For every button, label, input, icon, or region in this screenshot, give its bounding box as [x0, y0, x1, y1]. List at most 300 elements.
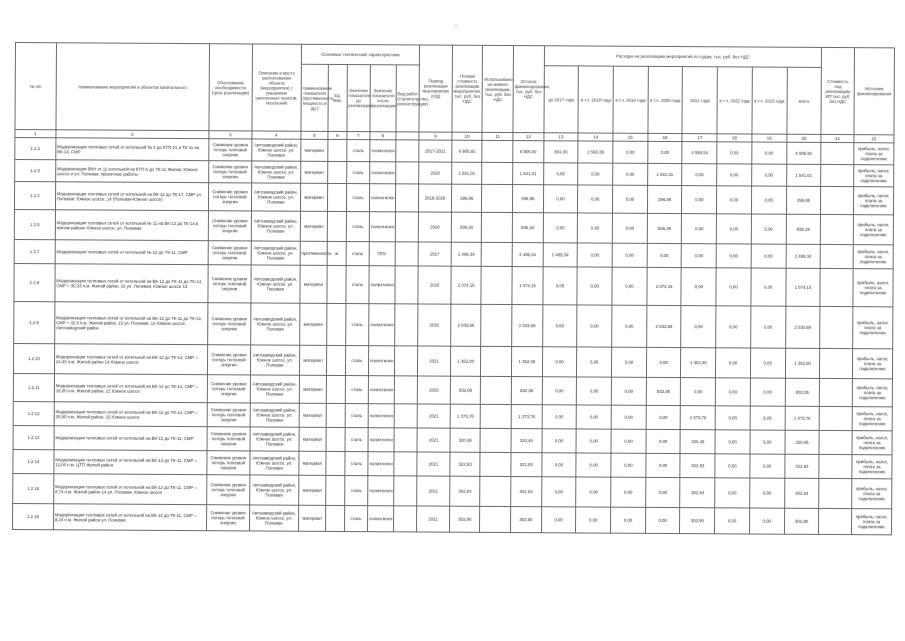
- row-y2017: 0,00: [542, 453, 577, 477]
- row-sum: 302,94: [784, 478, 819, 508]
- row-work-type: [394, 428, 418, 452]
- row-before: сталь: [345, 346, 369, 376]
- row-remaining: 322,93: [511, 453, 542, 477]
- col-number: 11: [482, 132, 513, 140]
- row-after: полиэтилен: [368, 428, 394, 452]
- row-y2020: 1 074,15: [647, 267, 682, 305]
- row-y2020: 0,00: [645, 507, 680, 533]
- row-after: полиэтилен: [370, 140, 396, 162]
- row-after: полиэтилен: [369, 304, 395, 346]
- row-y2021: 302,90: [680, 508, 715, 534]
- row-y2018: 0,00: [576, 507, 611, 533]
- row-y2021: 0,00: [681, 306, 716, 348]
- row-y2023: 0,00: [750, 430, 785, 454]
- row-repay: [821, 164, 854, 186]
- row-param: протяженность: [300, 241, 328, 265]
- row-unit: [326, 427, 345, 451]
- row-y2017: 0,00: [542, 377, 577, 405]
- row-unit: [328, 139, 346, 161]
- row-y2022: 0,00: [715, 378, 750, 406]
- row-y2021: 0,00: [682, 244, 717, 268]
- row-purpose: Снижение уровня потерь тепловой энергии: [207, 403, 250, 427]
- row-object-name: Модернизация тепловых сетей от котельной на ВК-12 до ТК-11, СМР = 12,00 п.м. ЦТП Жилой район: [54, 450, 207, 475]
- row-y2019: 0,00: [611, 377, 646, 405]
- header-tech-sub: Наименование показателя (протяженность, мощность и др.): [301, 64, 329, 131]
- row-repay: [820, 306, 853, 348]
- row-work-type: [394, 404, 418, 428]
- row-source: прибыль, налог, плата за подключение: [852, 379, 892, 407]
- row-repay: [820, 348, 853, 378]
- row-location: Автозаводский район, Южное шоссе, ул. Полевая: [250, 403, 299, 427]
- row-y2018: 0,00: [576, 429, 611, 453]
- row-y2022: 0,00: [716, 306, 751, 348]
- row-purpose: Снижение уровня потерь тепловой энергии: [207, 345, 250, 375]
- row-period: 2020: [418, 266, 451, 304]
- investment-table-sheet: [11, 42, 895, 641]
- row-y2019: 0,00: [612, 305, 647, 347]
- row-y2022: 0,00: [717, 164, 752, 186]
- col-number: 10: [452, 132, 483, 140]
- row-sum: 320,46: [785, 430, 820, 454]
- row-y2021: 0,00: [681, 268, 716, 306]
- row-spent: [481, 304, 512, 346]
- row-location: Автозаводский район, Южное шоссе, ул. Полевая: [249, 475, 298, 505]
- row-remaining: 2 033,68: [512, 305, 543, 347]
- row-y2023: 0,00: [750, 406, 785, 430]
- row-param: материал: [299, 375, 327, 403]
- row-y2021: 0,00: [681, 378, 716, 406]
- row-y2022: 0,00: [716, 268, 751, 306]
- col-number: 6: [328, 131, 346, 139]
- row-total-cost: 320,46: [450, 428, 481, 452]
- row-y2019: 0,00: [611, 429, 646, 453]
- row-location: Автозаводский район, Южное шоссе, ул. Полевая: [250, 303, 299, 345]
- row-y2017: 0,00: [543, 267, 578, 305]
- header-year: в т.ч. 2022 года: [717, 67, 752, 134]
- row-y2020: 0,00: [647, 243, 682, 267]
- header-description: Описание и место расположения объекта (мероприятия) с указанием населенных пунктов, поселений: [252, 44, 302, 131]
- row-unit: [327, 303, 346, 345]
- row-object-name: Модернизация тепловых сетей от котельной № 11 на ВК-12 до ТК-14 в жилом районе Южное шоссе, ул. Полевая: [55, 210, 208, 241]
- row-source: прибыль, налог, плата за подключение: [853, 307, 893, 349]
- page-marker: -: [455, 23, 457, 29]
- row-before: сталь: [346, 184, 370, 212]
- row-spent: [481, 404, 512, 428]
- header-year: всего: [787, 67, 822, 134]
- header-remaining: Остаток финансирования, тыс. руб. без НДС: [513, 46, 544, 133]
- row-y2019: 0,00: [611, 477, 646, 507]
- row-y2017: 0,00: [543, 185, 578, 213]
- row-after: полиэтилен: [370, 162, 396, 184]
- row-total-cost: 302,94: [450, 476, 481, 506]
- row-work-type: [395, 184, 419, 212]
- row-number: 1.2.10: [13, 343, 54, 373]
- row-purpose: Снижение уровня потерь тепловой энергии: [209, 161, 252, 183]
- row-purpose: Снижение уровня потерь тепловой энергии: [209, 139, 252, 161]
- row-sum: 2 033,68: [785, 306, 820, 348]
- row-spent: [481, 346, 512, 376]
- header-tech-sub: Вид работ (строительство, реконструкция): [396, 65, 420, 132]
- col-number: 4: [252, 131, 301, 139]
- row-param: материал: [300, 161, 328, 183]
- col-number: 5: [301, 131, 329, 139]
- row-total-cost: 1 373,76: [450, 404, 481, 428]
- row-y2018: 2 560,38: [578, 141, 613, 163]
- row-remaining: 836,26: [512, 213, 543, 243]
- row-y2021: 1 373,76: [681, 406, 716, 430]
- row-object-name: Модернизация тепловых сетей от котельной на ВК-12 до ТК-11, СМР: [54, 426, 207, 451]
- row-source: прибыль, налог, плата за подключение: [854, 165, 894, 187]
- row-y2019: 0,00: [611, 507, 646, 533]
- row-before: сталь: [345, 376, 369, 404]
- row-y2023: 0,00: [751, 186, 786, 214]
- row-y2022: 0,00: [716, 348, 751, 378]
- row-y2021: 2 989,54: [682, 142, 717, 164]
- row-unit: [326, 475, 345, 505]
- row-total-cost: 302,90: [449, 506, 480, 532]
- header-object-name: Наименование мероприятий и объектов капитального: [56, 43, 210, 131]
- row-purpose: Снижение уровня потерь тепловой энергии: [208, 241, 251, 265]
- row-period: 2021: [417, 476, 450, 506]
- row-y2017: 0,00: [543, 213, 578, 243]
- col-number: 21: [821, 134, 854, 142]
- row-total-cost: 1 074,15: [451, 266, 482, 304]
- row-total-cost: 836,26: [451, 212, 482, 242]
- col-number: 8: [370, 132, 396, 140]
- investment-program-table: [12, 42, 895, 535]
- col-number: 22: [854, 135, 894, 143]
- header-year: в т.ч. 2019 года: [613, 66, 648, 133]
- row-after: полиэтилен: [368, 404, 394, 428]
- row-period: 2020: [418, 212, 451, 242]
- row-source: прибыль, налог, плата за подключение: [853, 187, 893, 215]
- row-period: 2021: [417, 452, 450, 476]
- row-object-name: Модернизация тепловых сетей от котельной № 12 до ТК-11, СМР: [55, 240, 208, 265]
- row-y2022: 0,00: [716, 214, 751, 244]
- row-y2020: 832,06: [646, 377, 681, 405]
- col-number: 3: [209, 131, 252, 139]
- row-purpose: Снижение уровня потерь тепловой энергии: [207, 451, 250, 475]
- header-by-years: Расходы на реализацию мероприятий по годам, тыс. руб. без НДС: [544, 46, 822, 68]
- row-location: Автозаводский район, Южное шоссе, ул. Полевая: [249, 505, 298, 531]
- row-param: материал: [298, 505, 326, 531]
- row-spent: [482, 162, 513, 184]
- row-number: 1.2.13: [13, 425, 54, 449]
- header-year: в т.ч. 2020 года: [648, 66, 683, 133]
- row-after: полиэтилен: [368, 476, 394, 506]
- row-param: материал: [299, 403, 327, 427]
- row-sum: 6 905,92: [786, 142, 821, 164]
- row-number: 1.2.7: [14, 239, 55, 263]
- header-repay: Стоимость под реализацию ИП тыс. руб. без НДС: [821, 47, 854, 134]
- row-remaining: 320,46: [511, 429, 542, 453]
- row-y2022: 0,00: [717, 186, 752, 214]
- row-number: 1.2.8: [14, 263, 55, 301]
- row-remaining: 1 074,15: [512, 267, 543, 305]
- row-period: 2021: [417, 428, 450, 452]
- row-y2017: 0,00: [542, 305, 577, 347]
- row-before: сталь: [345, 304, 369, 346]
- row-location: Автозаводский район, Южное шоссе, ул. Полевая: [250, 375, 299, 403]
- row-work-type: [395, 212, 419, 242]
- row-y2020: 0,00: [646, 429, 681, 453]
- col-number: 17: [682, 134, 717, 142]
- row-y2023: 0,00: [752, 164, 787, 186]
- row-y2019: 0,00: [613, 141, 648, 163]
- col-number: 12: [513, 133, 544, 141]
- row-y2017: 591,00: [543, 141, 578, 163]
- row-after: полиэтилен: [368, 376, 394, 404]
- row-number: 1.2.2: [14, 182, 55, 210]
- row-param: материал: [300, 183, 328, 211]
- row-repay: [819, 454, 852, 478]
- row-y2021: 320,46: [680, 430, 715, 454]
- row-y2023: 0,00: [751, 214, 786, 244]
- row-y2022: 0,00: [715, 430, 750, 454]
- row-y2023: 0,00: [751, 306, 786, 348]
- table-row: [14, 263, 893, 306]
- row-after: полиэтилен: [370, 184, 396, 212]
- row-period: 2019-2020: [419, 184, 452, 212]
- row-location: Автозаводский район, Южное шоссе, ул. Полевая: [250, 451, 299, 475]
- row-y2023: 0,00: [751, 268, 786, 306]
- row-remaining: 302,94: [511, 477, 542, 507]
- row-repay: [821, 142, 854, 164]
- row-y2022: 0,00: [716, 244, 751, 268]
- row-unit: [328, 183, 347, 211]
- row-location: Автозаводский район, Южное шоссе, ул. Полевая: [251, 211, 300, 241]
- table-row: [14, 301, 893, 348]
- row-y2018: 0,00: [577, 305, 612, 347]
- row-spent: [480, 506, 511, 532]
- row-purpose: Снижение уровня потерь тепловой энергии: [207, 475, 250, 505]
- row-unit: [327, 265, 346, 303]
- header-year: 2021 года: [682, 67, 717, 134]
- row-object-name: Модернизация тепловых сетей от котельной на ВК-12 до ТК-11 до ТК-14, СМР = 30,33 п.м. Жилой район, 15 ул. Полевая, Южное шоссе 14: [55, 264, 208, 303]
- row-y2020: 0,00: [645, 477, 680, 507]
- row-period: 2020: [419, 162, 452, 184]
- row-param: материал: [299, 345, 327, 375]
- row-y2020: 0,00: [646, 453, 681, 477]
- row-unit: [326, 451, 345, 475]
- row-y2023: 0,00: [752, 142, 787, 164]
- header-row-no: № п/п: [15, 43, 56, 130]
- row-source: прибыль, налог, плата за подключение: [852, 479, 892, 509]
- row-y2022: 0,00: [715, 406, 750, 430]
- row-location: Автозаводский район, Южное шоссе, ул. Полевая: [251, 183, 300, 211]
- row-unit: [328, 161, 346, 183]
- row-sum: 836,26: [786, 214, 821, 244]
- row-unit: [326, 403, 345, 427]
- row-before: сталь: [345, 452, 369, 476]
- row-total-cost: 2 033,68: [450, 304, 481, 346]
- row-unit: [327, 375, 346, 403]
- row-before: сталь: [346, 162, 370, 184]
- row-source: прибыль, налог, плата за подключение: [854, 143, 894, 165]
- row-sum: 832,06: [785, 378, 820, 406]
- col-number: 13: [544, 133, 579, 141]
- row-repay: [819, 430, 852, 454]
- row-y2022: 0,00: [715, 508, 750, 534]
- row-unit: [326, 505, 345, 531]
- row-total-cost: 1 352,00: [450, 346, 481, 376]
- row-period: 2017: [418, 242, 451, 266]
- row-before: сталь: [346, 140, 370, 162]
- row-before: сталь: [345, 404, 369, 428]
- row-sum: 296,86: [786, 186, 821, 214]
- row-location: Автозаводский район, Южное шоссе, ул. Полевая: [252, 139, 301, 161]
- row-y2021: 0,00: [682, 214, 717, 244]
- row-remaining: 6 905,92: [513, 141, 544, 163]
- col-number: 2: [56, 130, 209, 139]
- row-object-name: Модернизация тепловых сетей от котельной на ВК-12 до ТК-14, СМР = 15,00 п.м. Жилой район, 21 Южное шоссе: [54, 374, 207, 403]
- row-y2018: 0,00: [577, 347, 612, 377]
- row-source: прибыль, налог, плата за подключение: [852, 349, 892, 379]
- row-y2017: 0,00: [541, 507, 576, 533]
- row-y2018: 0,00: [578, 243, 613, 267]
- row-remaining: 1 373,76: [511, 405, 542, 429]
- row-location: Автозаводский район, Южное шоссе, ул. Полевая: [251, 161, 300, 183]
- row-before: сталь: [344, 476, 368, 506]
- row-object-name: Модернизация тепловых сетей от котельной на ВК-12 до ТК-11, СМР = 8,24 п.м. Жилой район ул. Полевая: [53, 504, 206, 531]
- row-after: полиэтилен: [368, 506, 394, 532]
- row-before: сталь: [346, 242, 370, 266]
- row-spent: [482, 140, 513, 162]
- row-y2017: 0,00: [543, 163, 578, 185]
- row-source: прибыль, налог, плата за подключение: [853, 245, 893, 269]
- row-param: материал: [299, 427, 327, 451]
- row-y2019: 0,00: [611, 405, 646, 429]
- row-work-type: [394, 346, 418, 376]
- header-cost-total: Полная стоимость реализации мероприятия, тыс. руб. без НДС: [452, 45, 483, 132]
- header-year: в т.ч. 2018 года: [578, 66, 613, 133]
- col-number: 15: [613, 133, 648, 141]
- row-before: сталь: [346, 212, 370, 242]
- row-remaining: 2 495,34: [512, 243, 543, 267]
- row-spent: [480, 476, 511, 506]
- row-param: материал: [300, 211, 328, 241]
- row-after: полиэтилен: [369, 266, 395, 304]
- table-row: [13, 503, 892, 534]
- row-location: Автозаводский район, Южное шоссе, ул. Полевая: [251, 265, 300, 303]
- row-after: полиэтилен: [368, 452, 394, 476]
- row-y2020: 0,00: [646, 405, 681, 429]
- header-tech-sub: Ед. изм.: [328, 64, 347, 131]
- row-y2023: 0,00: [750, 478, 785, 508]
- row-y2018: 0,00: [577, 377, 612, 405]
- row-purpose: Снижение уровня потерь тепловой энергии: [206, 505, 249, 531]
- row-y2021: 0,00: [682, 186, 717, 214]
- row-y2018: 0,00: [578, 163, 613, 185]
- row-y2020: 0,00: [646, 347, 681, 377]
- row-y2020: 1 541,01: [647, 163, 682, 185]
- row-spent: [482, 242, 513, 266]
- row-y2019: 0,00: [613, 185, 648, 213]
- row-spent: [481, 376, 512, 404]
- row-total-cost: 322,93: [450, 452, 481, 476]
- row-spent: [480, 428, 511, 452]
- row-remaining: 296,86: [513, 185, 544, 213]
- header-tech-sub: Значение показателя до реализации: [347, 65, 371, 132]
- col-number: 20: [786, 134, 821, 142]
- row-unit: [328, 211, 347, 241]
- row-remaining: 832,06: [511, 377, 542, 405]
- header-year: в т.ч. 2023 года: [752, 67, 787, 134]
- row-param: материал: [299, 303, 327, 345]
- row-location: Автозаводский район, Южное шоссе, ул. Полевая: [250, 345, 299, 375]
- row-period: 2021: [417, 404, 450, 428]
- row-period: 2021: [418, 346, 451, 376]
- header-source: Источник финансирования: [854, 48, 895, 135]
- row-object-name: Модернизация тепловых сетей от котельной № 5 до КТП-21 и ТК-11 на ВК-14, СМР: [56, 138, 209, 161]
- row-work-type: [395, 242, 419, 266]
- row-remaining: 1 352,00: [512, 347, 543, 377]
- row-object-name: Модернизация тепловых сетей от котельной на ВК-12 до ТК-17, СМР ул. Полевая, Южное шоссе, 14 (Полевая-Южное шоссе): [55, 182, 208, 211]
- row-period: 2017-2021: [419, 140, 452, 162]
- header-period: Период реализации мероприятия (год): [419, 45, 452, 132]
- row-y2023: 0,00: [750, 378, 785, 406]
- row-spent: [482, 212, 513, 242]
- row-y2023: 0,00: [751, 244, 786, 268]
- row-work-type: [395, 162, 419, 184]
- row-work-type: [395, 266, 419, 304]
- row-sum: 1 074,15: [785, 268, 820, 306]
- row-after: полиэтилен: [369, 212, 395, 242]
- row-param: материал: [301, 139, 329, 161]
- row-total-cost: 296,86: [451, 184, 482, 212]
- row-object-name: Модернизация тепловых сетей от котельной на ВК-12 до ТК-14, СМР = 24,45 п.м. Жилой район 14 Южное шоссе: [54, 344, 207, 375]
- row-before: сталь: [344, 506, 368, 532]
- row-spent: [482, 184, 513, 212]
- row-after: ППУ: [369, 242, 395, 266]
- row-y2017: 0,00: [541, 477, 576, 507]
- row-y2019: 0,00: [612, 243, 647, 267]
- row-y2019: 0,00: [612, 347, 647, 377]
- row-sum: 2 495,34: [786, 244, 821, 268]
- col-number: 16: [648, 133, 683, 141]
- row-number: 1.2.12: [13, 401, 54, 425]
- row-y2020: 836,26: [647, 213, 682, 243]
- row-number: 1.2.16: [13, 503, 54, 529]
- row-work-type: [395, 140, 419, 162]
- row-number: 1.2.3: [15, 160, 56, 182]
- row-purpose: Снижение уровня потерь тепловой энергии: [208, 303, 251, 345]
- row-before: сталь: [346, 266, 370, 304]
- row-source: прибыль, налог, плата за подключение: [853, 269, 893, 307]
- row-y2021: 1 352,00: [681, 348, 716, 378]
- row-y2019: 0,00: [611, 453, 646, 477]
- row-sum: 1 541,01: [786, 164, 821, 186]
- row-remaining: 302,90: [511, 507, 542, 533]
- row-repay: [819, 478, 852, 508]
- row-spent: [480, 452, 511, 476]
- row-sum: 302,90: [784, 508, 819, 534]
- row-y2018: 0,00: [577, 267, 612, 305]
- row-sum: 322,93: [784, 454, 819, 478]
- row-sum: 1 352,00: [785, 348, 820, 378]
- row-number: 1.2.15: [13, 473, 54, 503]
- row-total-cost: 1 541,01: [451, 162, 482, 184]
- row-y2018: 0,00: [577, 405, 612, 429]
- row-purpose: Снижение уровня потерь тепловой энергии: [208, 211, 251, 241]
- row-number: 1.2.11: [13, 373, 54, 401]
- col-number: [396, 132, 420, 140]
- row-total-cost: 2 495,34: [451, 242, 482, 266]
- row-y2021: 0,00: [682, 164, 717, 186]
- row-object-name: Модернизация тепловых сетей от котельной на ВК-12 до ТК-11, СМР = 8,74 п.м. Жилой район 14 ул. Полевая, Южное шоссе: [54, 474, 207, 505]
- row-before: сталь: [345, 428, 369, 452]
- row-param: материал: [298, 475, 326, 505]
